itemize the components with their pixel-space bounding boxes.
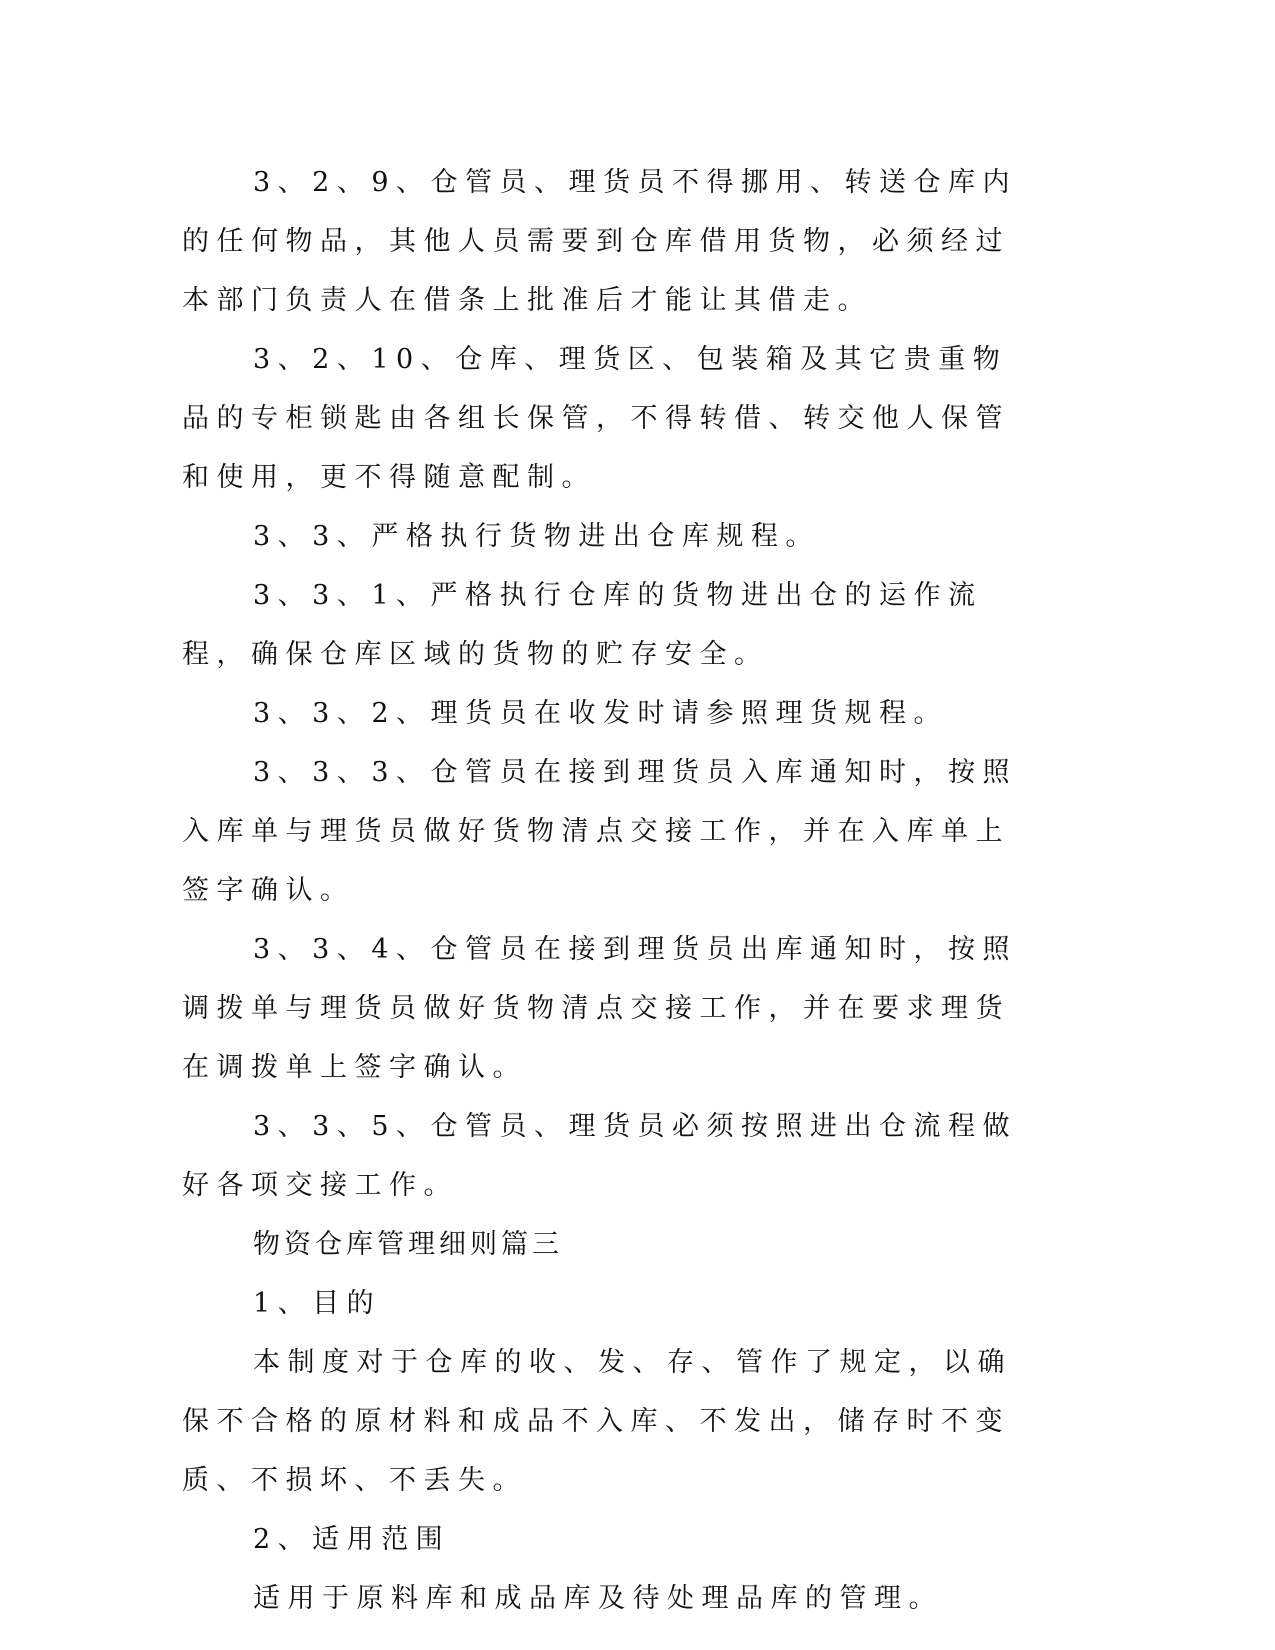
subheading-purpose: 1、目的 — [253, 1288, 382, 1319]
subheading-scope: 2、适用范围 — [253, 1524, 451, 1555]
paragraph-3-3-1: 3、3、1、严格执行仓库的货物进出仓的运作流程，确保仓库区域的货物的贮存安全。 — [182, 580, 983, 670]
document-body — [182, 153, 1032, 1628]
paragraph-3-3-4: 3、3、4、仓管员在接到理货员出库通知时，按照调拨单与理货员做好货物清点交接工作，并在要求理货在调拨单上签字确认。 — [182, 934, 1018, 1083]
paragraph-3-3-3: 3、3、3、仓管员在接到理货员入库通知时，按照入库单与理货员做好货物清点交接工作，并在入库单上签字确认。 — [182, 757, 1018, 906]
section-heading: 物资仓库管理细则篇三 — [253, 1229, 563, 1260]
paragraph-3-3: 3、3、严格执行货物进出仓库规程。 — [253, 521, 820, 552]
paragraph-3-3-5: 3、3、5、仓管员、理货员必须按照进出仓流程做好各项交接工作。 — [182, 1111, 1018, 1201]
paragraph-3-3-2: 3、3、2、理货员在收发时请参照理货规程。 — [253, 698, 949, 729]
paragraph-3-2-9: 3、2、9、仓管员、理货员不得挪用、转送仓库内的任何物品，其他人员需要到仓库借用货物，必须经过本部门负责人在借条上批准后才能让其借走。 — [182, 167, 1018, 316]
paragraph-3-2-10: 3、2、10、仓库、理货区、包装箱及其它贵重物品的专柜锁匙由各组长保管，不得转借、转交他人保管和使用，更不得随意配制。 — [182, 344, 1010, 493]
paragraph-scope: 适用于原料库和成品库及待处理品库的管理。 — [253, 1583, 943, 1614]
paragraph-purpose: 本制度对于仓库的收、发、存、管作了规定，以确保不合格的原材料和成品不入库、不发出，储存时不变质、不损坏、不丢失。 — [182, 1347, 1012, 1496]
